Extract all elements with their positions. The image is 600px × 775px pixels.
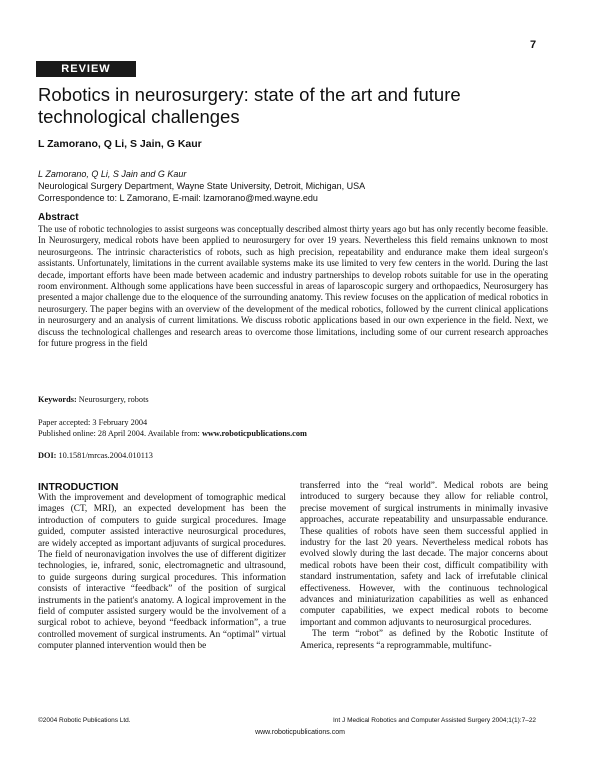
published-online <box>38 429 307 440</box>
introduction-paragraph-continued: transferred into the “real world”. Medical robots are being introduced to surgery because they allow for reliable control, precise movement of surgical instruments in minimally invasive approaches, accurate repeatability and unsurpassable endurance. These qualities of robots have seen them successful applied in industry for the last 20 years. Nevertheless medical robots has evolved slowly during the last decade. The major concerns about medical robots have been their cost, difficult compatibility with standard instrumentation, safety and lack of irrefutable clinical effectiveness. However, with the continuous technological advances and miniaturization capabilities as well as enhanced computer capabilities, we expect medical robots to become important and common adjuvants to neurosurgical procedures. <box>300 481 548 628</box>
publication-dates <box>38 418 307 439</box>
introduction-paragraph-robot-definition: The term “robot” as defined by the Robotic Institute of America, represents “a reprogrammable, multifunc- <box>300 629 548 651</box>
footer-url[interactable]: www.roboticpublications.com <box>255 729 345 736</box>
page-number: 7 <box>530 39 537 51</box>
introduction-paragraph: With the improvement and development of tomographic medical images (CT, MRI), an expected development has been the introduction of computers to guide surgical procedures. Image guided, computer assisted interactive neurosurgical procedures, are widely accepted as important adjuvants of surgical procedures. The field of neuronavigation involves the use of different digitizer technologies, ie, infrared, sonic, electromagnetic and ultrasound, to guide surgeons during surgical procedures. This information consists of interactive “feedback” of the position of surgical instruments in the patient's anatomy. A logical improvement in the field of computer assisted surgery would be the involvement of a surgical robot to achieve, beyond “feedback information”, a true controlled movement of surgical instruments. An “optimal” virtual computer planned intervention would then be <box>38 493 286 652</box>
footer-copyright: ©2004 Robotic Publications Ltd. <box>38 717 131 724</box>
correspondence: Correspondence to: L Zamorano, E-mail: lzamorano@med.wayne.edu <box>38 193 318 203</box>
published-online-link[interactable]: www.roboticpublications.com <box>201 428 307 438</box>
footer-journal-citation: Int J Medical Robotics and Computer Assisted Surgery 2004;1(1):7–22 <box>333 717 537 724</box>
article-title: Robotics in neurosurgery: state of the art and future technological challenges <box>38 84 461 127</box>
abstract-text: The use of robotic technologies to assist surgeons was conceptually described almost thirty years ago but has only recently become feasible. In Neurosurgery, medical robots have been applied to neurosurgery for over 19 years. Nevertheless this field remains unknown to most neurosurgeons. The intrinsic characteristics of robots, such as high precision, repeatability and endurance make them ideal surgeon's assistants. Unfortunately, limitations in the current available systems make its use limited to very few centers in the world. During the last decade, important efforts have been made between academic and industry partnerships to develop robots suitable for use in the operating room environment. Although some applications have been successful in areas of laparoscopic surgery and orthopaedics, Neurosurgery has presented a major challenge due to the eloquence of the surrounding anatomy. This review focuses on the application of medical robotics in neurosurgery. The paper begins with an overview of the development of the medical robotics, followed by the current clinical applications in neurosurgery and an analysis of current limitations. We discuss robotic applications based in our own experience in the field. Next, we discuss the technological challenges and research areas to overcome those limitations, including some of our current research approaches for future progress in the field <box>38 224 548 349</box>
introduction-left-column <box>38 493 286 653</box>
section-tag: REVIEW <box>36 61 136 77</box>
doi <box>38 451 153 460</box>
doi-value[interactable]: 10.1581/mrcas.2004.010113 <box>58 451 153 460</box>
published-online-text: Published online: 28 April 2004. Available from: <box>38 428 200 438</box>
affiliation-authors: L Zamorano, Q Li, S Jain and G Kaur <box>38 169 187 179</box>
keywords <box>38 395 149 404</box>
paper-accepted: Paper accepted: 3 February 2004 <box>38 418 148 427</box>
keywords-value: Neurosurgery, robots <box>78 395 149 404</box>
doi-label: DOI: <box>38 451 57 460</box>
abstract-heading: Abstract <box>38 212 79 223</box>
keywords-label: Keywords: <box>38 395 77 404</box>
article-authors: L Zamorano, Q Li, S Jain, G Kaur <box>38 138 202 150</box>
introduction-right-column <box>300 481 548 652</box>
introduction-heading: INTRODUCTION <box>38 481 119 493</box>
affiliation-department: Neurological Surgery Department, Wayne State University, Detroit, Michigan, USA <box>38 181 366 191</box>
affiliation-block <box>38 168 365 204</box>
